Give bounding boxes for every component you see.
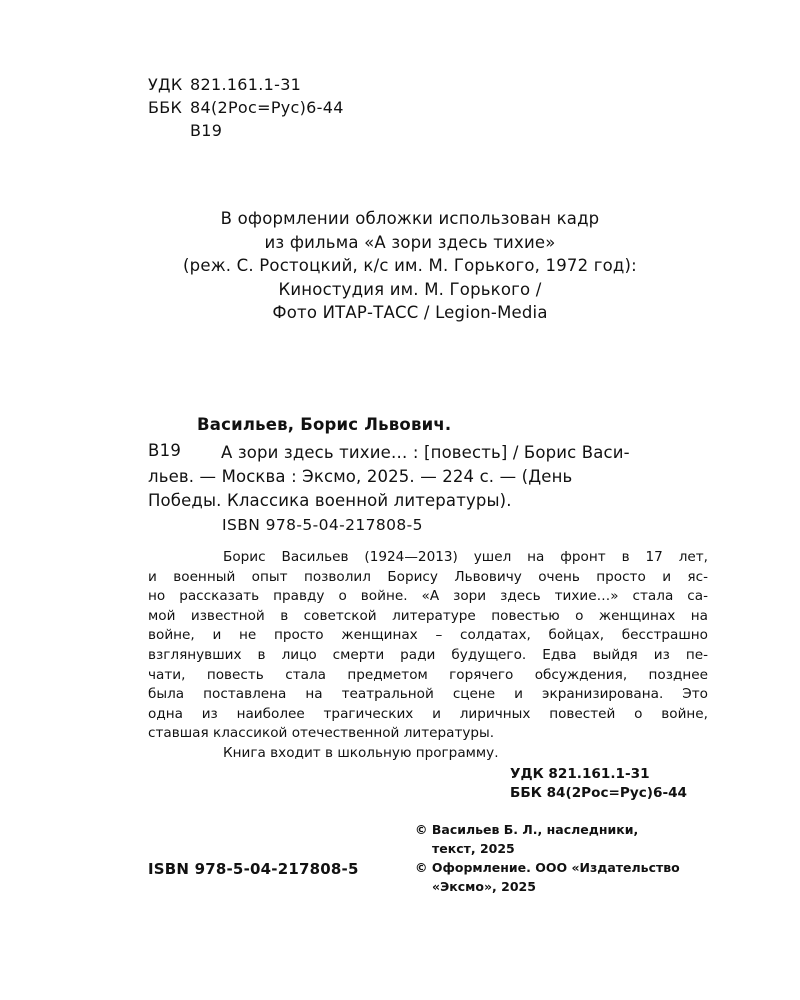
annotation-line: была поставлена на театральной сцене и экранизирована. Это bbox=[148, 686, 708, 703]
udk-row bbox=[148, 73, 344, 96]
bbk-label: ББК bbox=[148, 98, 183, 117]
annotation-line: Борис Васильев (1924—2013) ушел на фронт в 17 лет, bbox=[223, 549, 708, 565]
classification-block bbox=[148, 73, 344, 142]
author-mark: В19 bbox=[190, 121, 223, 140]
credit-line: (реж. С. Ростоцкий, к/с им. М. Горького, 1972 год): bbox=[183, 256, 637, 275]
cover-credit bbox=[120, 207, 700, 325]
copyright-block bbox=[415, 820, 680, 896]
credit-line: Киностудия им. М. Горького / bbox=[278, 279, 542, 299]
bibliographic-entry bbox=[148, 441, 708, 513]
isbn-entry: ISBN 978-5-04-217808-5 bbox=[222, 516, 423, 534]
annotation-line: одна из наиболее трагических и лиричных повестей о войне, bbox=[148, 705, 708, 722]
annotation-line: и военный опыт позволил Борису Львовичу очень просто и яс- bbox=[148, 568, 708, 585]
bbk-bold: ББК 84(2Рос=Рус)6-44 bbox=[510, 785, 688, 801]
credit-line: В оформлении обложки использован кадр bbox=[220, 209, 600, 228]
copyright-design: © Оформление. ООО «Издательство bbox=[415, 860, 680, 875]
annotation-line: взглянувших в лицо смерти ради будущего. Едва выйдя из пе- bbox=[148, 646, 708, 663]
copyright-text-cont: текст, 2025 bbox=[432, 841, 515, 856]
author-heading: Васильев, Борис Львович. bbox=[197, 415, 452, 434]
udk-value: 821.161.1-31 bbox=[190, 75, 302, 94]
bbk-value: 84(2Рос=Рус)6-44 bbox=[190, 98, 344, 117]
annotation bbox=[148, 548, 708, 764]
annotation-note: Книга входит в школьную программу. bbox=[223, 744, 499, 761]
entry-line: А зори здесь тихие… : [повесть] / Борис Васи- bbox=[221, 443, 630, 462]
entry-code: В19 bbox=[148, 441, 182, 460]
annotation-line: но рассказать правду о войне. «А зори здесь тихие…» стала са- bbox=[148, 588, 708, 605]
annotation-line: мой известной в советской литературе повестью о женщинах на bbox=[148, 607, 708, 624]
copyright-text: © Васильев Б. Л., наследники, bbox=[415, 822, 639, 837]
udk-label: УДК bbox=[148, 75, 183, 94]
classification-bold bbox=[510, 765, 687, 803]
copyright-design-cont: «Эксмо», 2025 bbox=[432, 879, 536, 894]
author-mark-row bbox=[148, 119, 344, 142]
annotation-line: чати, повесть стала предметом горячего обсуждения, позднее bbox=[148, 666, 708, 683]
entry-line: Победы. Классика военной литературы). bbox=[148, 491, 512, 510]
isbn-bottom: ISBN 978-5-04-217808-5 bbox=[148, 860, 359, 878]
udk-bold: УДК 821.161.1-31 bbox=[510, 766, 650, 782]
entry-line: льев. — Москва : Эксмо, 2025. — 224 с. — (День bbox=[148, 467, 573, 486]
bbk-row bbox=[148, 96, 344, 119]
credit-line: из фильма «А зори здесь тихие» bbox=[264, 232, 556, 252]
annotation-line: ставшая классикой отечественной литературы. bbox=[148, 725, 495, 742]
annotation-line: войне, и не просто женщинах – солдатах, бойцах, бесстрашно bbox=[148, 627, 708, 644]
credit-line: Фото ИТАР-ТАСС / Legion-Media bbox=[272, 303, 548, 322]
